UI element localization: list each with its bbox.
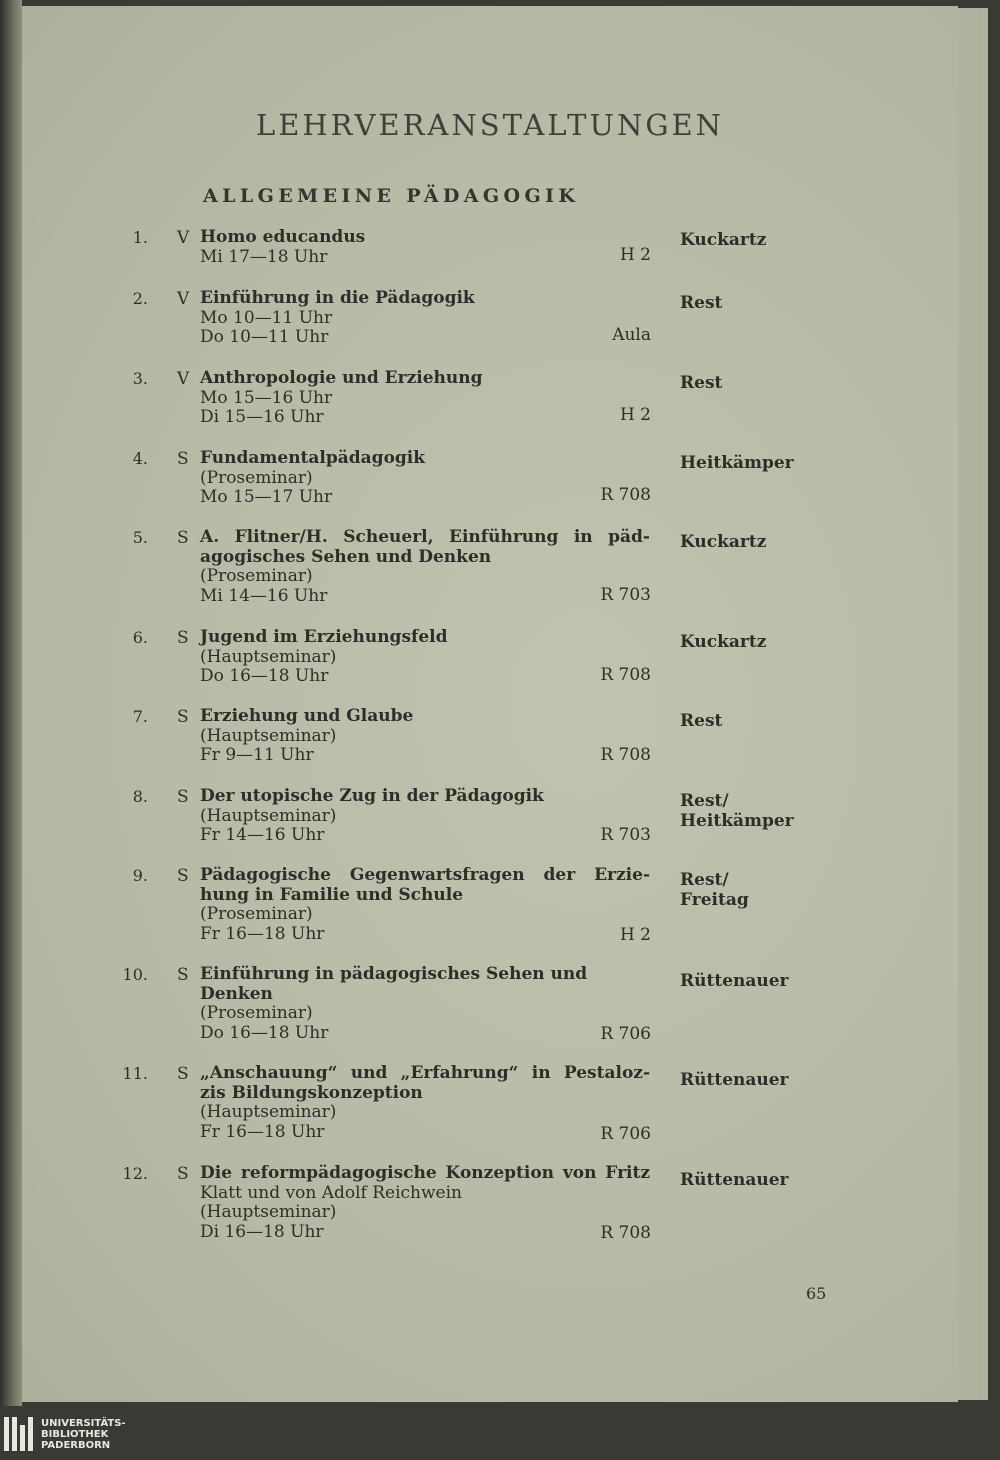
course-type: S (177, 965, 189, 985)
lecturer-name: Kuckartz (680, 532, 767, 552)
course-detail-line: Mo 15—16 Uhr (200, 387, 333, 408)
course-description (200, 1164, 650, 1242)
course-description (200, 528, 650, 606)
course-detail-line: (Hauptseminar) (200, 646, 337, 667)
lecturer-name: Rüttenauer (680, 1170, 789, 1190)
course-detail-line: Mo 15—17 Uhr (200, 487, 333, 508)
course-type: S (177, 628, 189, 648)
course-title: Jugend im Erziehungsfeld (200, 627, 448, 647)
lecturer-name: Rüttenauer (680, 1070, 789, 1090)
course-number: 9. (132, 866, 148, 885)
course-title: Pädagogische Gegenwartsfragen der Erzie- (200, 865, 650, 885)
course-title: A. Flitner/H. Scheuerl, Einführung in päd- (200, 527, 650, 547)
course-lecturer (680, 532, 766, 552)
course-description (200, 449, 650, 508)
course-detail-line: Klatt und von Adolf Reichwein (200, 1182, 463, 1203)
course-detail-line: Denken (200, 983, 273, 1004)
course-detail-line: zis Bildungskonzeption (200, 1082, 423, 1103)
course-detail-line: (Proseminar) (200, 566, 313, 587)
course-number: 11. (122, 1064, 148, 1083)
course-room: H 2 (619, 245, 651, 265)
course-detail-line: agogisches Sehen und Denken (200, 546, 492, 567)
course-room: R 708 (600, 485, 651, 505)
course-description (200, 228, 650, 267)
course-type: S (177, 787, 189, 807)
course-number: 6. (132, 628, 148, 647)
course-description (200, 707, 650, 766)
course-lecturer (680, 711, 722, 731)
course-number: 4. (132, 449, 148, 468)
course-lecturer (680, 293, 722, 313)
course-title: Erziehung und Glaube (200, 706, 414, 726)
course-detail-line: (Hauptseminar) (200, 805, 337, 826)
course-room: R 706 (600, 1124, 651, 1144)
logo-bars-icon (4, 1417, 33, 1451)
lecturer-name: Kuckartz (680, 230, 767, 250)
course-description (200, 1064, 650, 1142)
page-edges (958, 8, 988, 1400)
course-type: V (177, 228, 190, 248)
course-type: S (177, 528, 189, 548)
course-detail-line: (Proseminar) (200, 904, 313, 925)
course-number: 12. (122, 1164, 148, 1183)
course-lecturer (680, 971, 789, 991)
logo-line-2: BIBLIOTHEK (41, 1428, 109, 1440)
course-lecturer (680, 230, 766, 250)
course-room: R 706 (600, 1024, 651, 1044)
course-lecturer (680, 1170, 789, 1190)
course-room: R 703 (600, 585, 651, 605)
course-description (200, 787, 650, 846)
book-spine-shadow (0, 0, 22, 1406)
library-logo (4, 1417, 126, 1451)
course-room: R 708 (600, 745, 651, 765)
course-detail-line: hung in Familie und Schule (200, 884, 464, 905)
course-type: V (177, 369, 190, 389)
course-detail-line: Mi 14—16 Uhr (200, 585, 328, 606)
course-number: 7. (132, 707, 148, 726)
document-page (22, 6, 958, 1402)
course-type: S (177, 1164, 189, 1184)
section-heading: ALLGEMEINE PÄDAGOGIK (203, 185, 580, 207)
logo-line-3: PADERBORN (41, 1439, 111, 1451)
lecturer-name: Rest (680, 711, 723, 731)
course-title: Die reformpädagogische Konzeption von Fritz (200, 1163, 650, 1183)
course-detail-line: Mo 10—11 Uhr (200, 307, 333, 328)
course-number: 8. (132, 787, 148, 806)
course-detail-line: Fr 9—11 Uhr (200, 745, 314, 766)
course-detail-line: (Hauptseminar) (200, 1202, 337, 1223)
course-title: „Anschauung“ und „Erfahrung“ in Pestaloz- (200, 1063, 650, 1083)
course-description (200, 628, 650, 687)
course-room: H 2 (619, 405, 651, 425)
page-number: 65 (806, 1284, 827, 1303)
library-footer (0, 1408, 1000, 1460)
lecturer-name: Rest/ (680, 870, 729, 890)
course-type: S (177, 449, 189, 469)
course-number: 2. (132, 289, 148, 308)
course-detail-line: Fr 16—18 Uhr (200, 1121, 325, 1142)
course-detail-line: Do 16—18 Uhr (200, 1022, 329, 1043)
course-description (200, 965, 650, 1043)
logo-line-1: UNIVERSITÄTS- (41, 1417, 126, 1429)
lecturer-name: Rest (680, 373, 723, 393)
lecturer-name: Heitkämper (680, 453, 794, 473)
lecturer-name: Rest (680, 293, 723, 313)
course-detail-line: Fr 14—16 Uhr (200, 825, 325, 846)
course-title: Einführung in pädagogisches Sehen und (200, 964, 588, 984)
course-title: Einführung in die Pädagogik (200, 288, 475, 308)
course-type: S (177, 1064, 189, 1084)
course-type: S (177, 866, 189, 886)
course-title: Anthropologie und Erziehung (200, 368, 483, 388)
course-type: V (177, 289, 190, 309)
course-detail-line: (Proseminar) (200, 467, 313, 488)
course-type: S (177, 707, 189, 727)
page-title: LEHRVERANSTALTUNGEN (255, 108, 725, 142)
lecturer-name: Kuckartz (680, 632, 767, 652)
course-title: Fundamentalpädagogik (200, 448, 426, 468)
course-detail-line: Di 15—16 Uhr (200, 407, 324, 428)
lecturer-name: Rüttenauer (680, 971, 789, 991)
course-number: 10. (122, 965, 148, 984)
course-number: 5. (132, 528, 148, 547)
course-room: Aula (612, 325, 651, 345)
course-lecturer (680, 632, 766, 652)
course-lecturer (680, 791, 794, 831)
course-detail-line: Do 16—18 Uhr (200, 666, 329, 687)
course-description (200, 289, 650, 348)
course-room: R 703 (600, 825, 651, 845)
course-room: R 708 (600, 665, 651, 685)
course-detail-line: Di 16—18 Uhr (200, 1221, 324, 1242)
course-room: H 2 (619, 925, 651, 945)
course-detail-line: Fr 16—18 Uhr (200, 923, 325, 944)
course-detail-line: (Hauptseminar) (200, 725, 337, 746)
lecturer-name: Rest/ (680, 791, 729, 811)
course-detail-line: (Hauptseminar) (200, 1102, 337, 1123)
course-lecturer (680, 870, 749, 910)
lecturer-name: Heitkämper (680, 811, 794, 831)
course-title: Der utopische Zug in der Pädagogik (200, 786, 544, 806)
course-description (200, 866, 650, 944)
course-detail-line: Mi 17—18 Uhr (200, 246, 328, 267)
course-lecturer (680, 1070, 789, 1090)
course-title: Homo educandus (200, 227, 366, 247)
course-lecturer (680, 373, 722, 393)
lecturer-name: Freitag (680, 890, 749, 910)
course-number: 1. (132, 228, 148, 247)
course-detail-line: Do 10—11 Uhr (200, 327, 329, 348)
course-lecturer (680, 453, 794, 473)
course-description (200, 369, 650, 428)
course-detail-line: (Proseminar) (200, 1003, 313, 1024)
course-number: 3. (132, 369, 148, 388)
course-room: R 708 (600, 1223, 651, 1243)
